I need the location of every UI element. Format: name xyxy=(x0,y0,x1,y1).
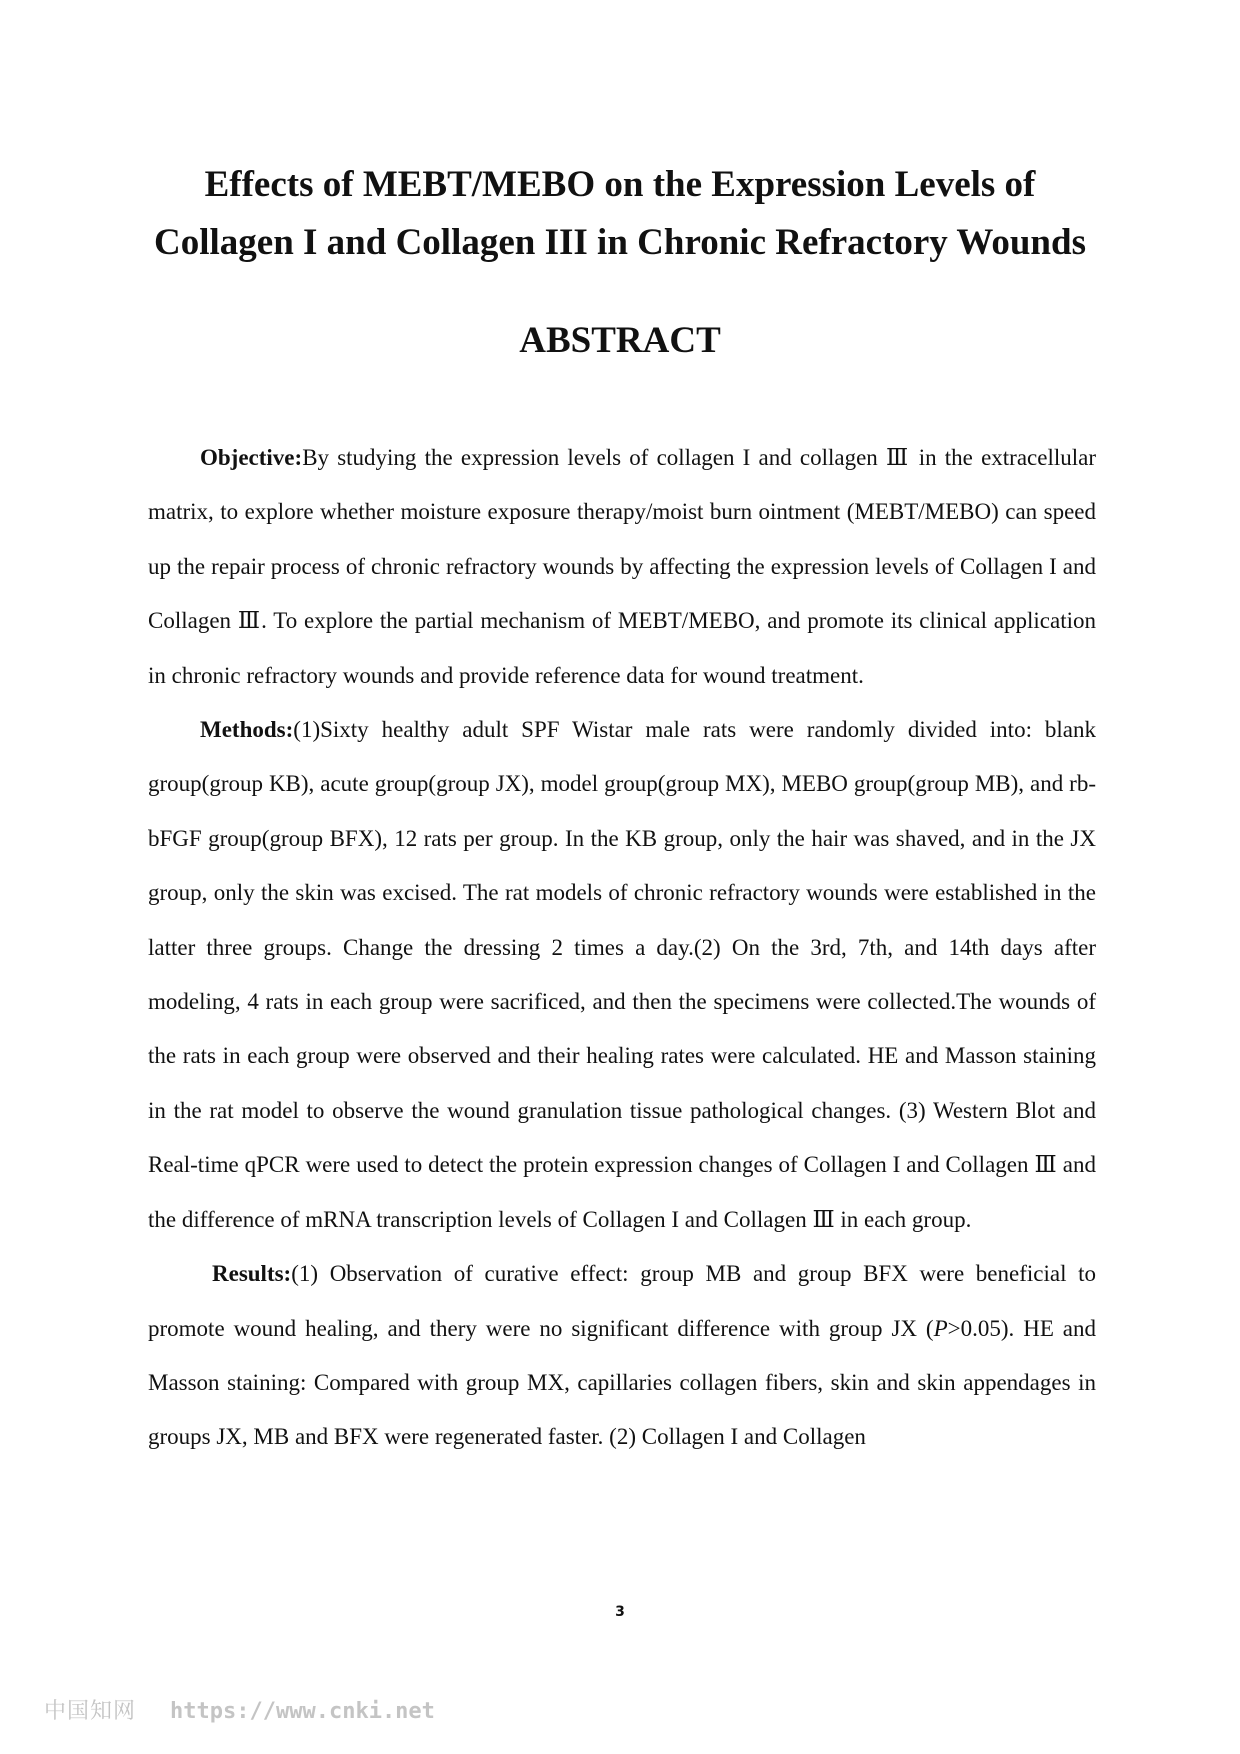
results-label: Results: xyxy=(212,1261,292,1287)
abstract-body xyxy=(148,431,1096,1465)
results-text-part-1: (1) Observation of curative effect: group MB and group BFX were beneficial to promote wound healing, and thery were no significant difference with group JX ( xyxy=(148,1261,1096,1341)
results-paragraph xyxy=(148,1247,1096,1465)
methods-text: (1)Sixty healthy adult SPF Wistar male rats were randomly divided into: blank group(group KB), acute group(group JX), model group(group MX), MEBO group(group MB), and rb-bFGF group(group BFX), 12 rats per group. In the KB group, only the hair was shaved, and in the JX group, only the skin was excised. The rat models of chronic refractory wounds were established in the latter three groups. Change the dressing 2 times a day.(2) On the 3rd, 7th, and 14th days after modeling, 4 rats in each group were sacrificed, and then the specimens were collected.The wounds of the rats in each group were observed and their healing rates were calculated. HE and Masson staining in the rat model to observe the wound granulation tissue pathological changes. (3) Western Blot and Real-time qPCR were used to detect the protein expression changes of Collagen I and Collagen Ⅲ and the difference of mRNA transcription levels of Collagen I and Collagen Ⅲ in each group. xyxy=(148,717,1096,1232)
objective-paragraph xyxy=(148,431,1096,703)
cnki-watermark xyxy=(44,1694,435,1725)
title-line-1: Effects of MEBT/MEBO on the Expression Levels of xyxy=(204,164,1036,205)
page-number: 3 xyxy=(615,1604,625,1620)
objective-text: By studying the expression levels of collagen I and collagen Ⅲ in the extracellular matrix, to explore whether moisture exposure therapy/moist burn ointment (MEBT/MEBO) can speed up the repair process of chronic refractory wounds by affecting the expression levels of Collagen I and Collagen Ⅲ. To explore the partial mechanism of MEBT/MEBO, and promote its clinical application in chronic refractory wounds and provide reference data for wound treatment. xyxy=(148,445,1096,688)
title-line-2: Collagen I and Collagen III in Chronic Refractory Wounds xyxy=(154,222,1086,263)
methods-paragraph xyxy=(148,703,1096,1247)
p-value-symbol: P xyxy=(933,1315,948,1341)
results-text-part-2: >0.05). HE and Masson staining: Compared with group MX, capillaries collagen fibers, skin and skin appendages in groups JX, MB and BFX were regenerated faster. (2) Collagen I and Collagen xyxy=(148,1315,1097,1450)
watermark-url: https://www.cnki.net xyxy=(170,1699,435,1724)
watermark-brand: 中国知网 xyxy=(44,1699,137,1724)
objective-label: Objective: xyxy=(200,445,303,470)
methods-label: Methods: xyxy=(200,717,294,743)
paper-title xyxy=(0,156,1240,272)
abstract-heading: ABSTRACT xyxy=(519,320,721,361)
